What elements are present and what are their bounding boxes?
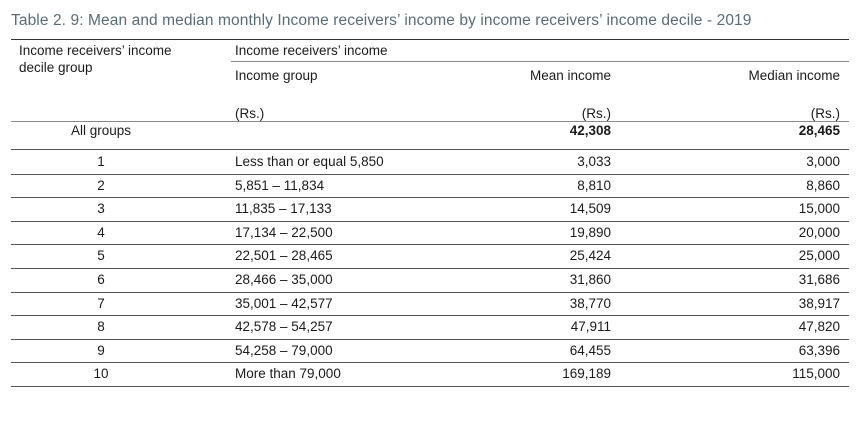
mean-income-cell: 25,424 xyxy=(569,248,611,264)
row-border xyxy=(11,197,849,198)
income-range-cell: 42,578 – 54,257 xyxy=(235,319,333,335)
mean-income-cell: 38,770 xyxy=(569,295,611,311)
row-border xyxy=(11,268,849,269)
income-range-cell: 5,851 – 11,834 xyxy=(235,177,325,193)
unit-mean-income: (Rs.) xyxy=(581,106,611,121)
all-groups-label: All groups xyxy=(70,123,132,138)
header-median-income: Median income xyxy=(748,68,840,83)
median-income-cell: 3,000 xyxy=(806,154,840,169)
header-decile-group-line2: decile group xyxy=(19,60,93,75)
income-range-cell: More than 79,000 xyxy=(235,366,341,382)
decile-cell: 1 xyxy=(97,154,105,169)
median-income-cell: 31,686 xyxy=(798,272,840,287)
header-mean-income: Mean income xyxy=(529,68,611,83)
mean-income-cell: 19,890 xyxy=(569,224,611,240)
decile-cell: 3 xyxy=(97,201,105,217)
mean-income-cell: 8,810 xyxy=(577,177,611,193)
median-income-cell: 25,000 xyxy=(798,248,840,264)
decile-cell: 9 xyxy=(97,342,105,358)
header-bottom-border xyxy=(11,121,849,122)
mean-income-cell: 64,455 xyxy=(569,342,611,358)
row-border xyxy=(11,386,849,387)
income-range-cell: 54,258 – 79,000 xyxy=(235,342,333,358)
all-groups-bottom-border xyxy=(11,149,849,150)
table-top-border xyxy=(11,39,849,40)
income-range-cell: 35,001 – 42,577 xyxy=(235,295,333,311)
income-range-cell: 17,134 – 22,500 xyxy=(235,224,333,240)
decile-cell: 2 xyxy=(97,177,105,193)
income-range-cell: 28,466 – 35,000 xyxy=(235,272,333,287)
decile-cell: 4 xyxy=(97,224,105,240)
row-border xyxy=(11,174,849,175)
income-range-cell: Less than or equal 5,850 xyxy=(235,154,384,169)
row-border xyxy=(11,221,849,222)
decile-cell: 5 xyxy=(97,248,105,264)
header-sub-border xyxy=(231,61,849,62)
median-income-cell: 115,000 xyxy=(792,366,840,382)
decile-cell: 10 xyxy=(93,366,109,382)
mean-income-cell: 47,911 xyxy=(570,319,611,335)
table-title: Table 2. 9: Mean and median monthly Income receivers’ income by income receivers’ income decile - 2019 xyxy=(11,12,752,29)
income-range-cell: 22,501 – 28,465 xyxy=(235,248,333,264)
mean-income-cell: 31,860 xyxy=(569,272,611,287)
header-income-group: Income group xyxy=(235,68,318,83)
all-groups-mean: 42,308 xyxy=(569,123,611,138)
mean-income-cell: 14,509 xyxy=(569,201,611,217)
median-income-cell: 47,820 xyxy=(798,319,840,335)
unit-median-income: (Rs.) xyxy=(810,106,840,121)
row-border xyxy=(11,292,849,293)
all-groups-median: 28,465 xyxy=(798,123,840,138)
median-income-cell: 8,860 xyxy=(806,177,840,193)
income-range-cell: 11,835 – 17,133 xyxy=(235,201,332,217)
median-income-cell: 38,917 xyxy=(798,295,840,311)
row-border xyxy=(11,339,849,340)
header-income-receivers: Income receivers’ income xyxy=(235,43,388,58)
mean-income-cell: 169,189 xyxy=(562,366,611,382)
decile-cell: 6 xyxy=(97,272,105,287)
median-income-cell: 63,396 xyxy=(798,342,840,358)
row-border xyxy=(11,362,849,363)
row-border xyxy=(11,244,849,245)
median-income-cell: 20,000 xyxy=(798,224,840,240)
row-border xyxy=(11,315,849,316)
decile-cell: 7 xyxy=(97,295,105,311)
mean-income-cell: 3,033 xyxy=(577,154,611,169)
header-decile-group-line1: Income receivers’ income xyxy=(19,43,172,58)
median-income-cell: 15,000 xyxy=(798,201,840,217)
unit-income-group: (Rs.) xyxy=(235,106,265,121)
decile-cell: 8 xyxy=(97,319,105,335)
